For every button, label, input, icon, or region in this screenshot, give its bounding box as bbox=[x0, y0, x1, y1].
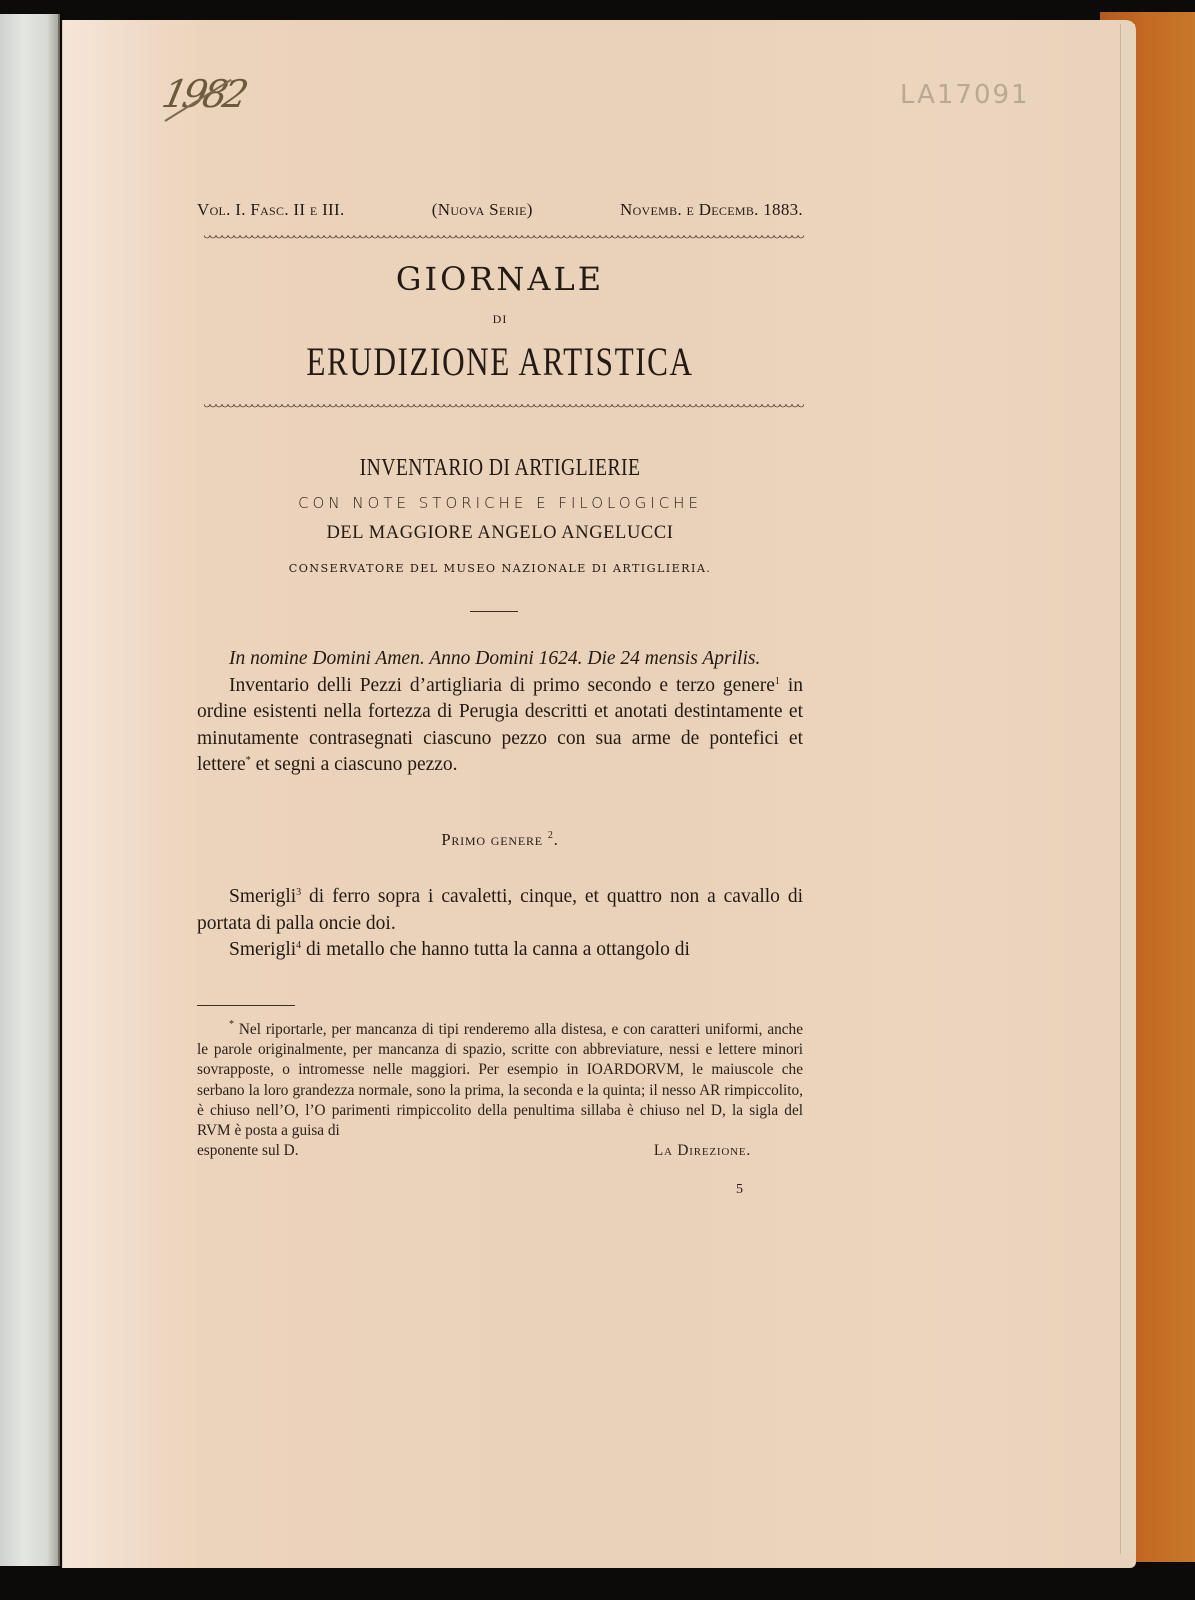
text-run: in ordine esistenti nella fortezza di Perugia descritti et anotati destintamente et minutamente contrasegnati ciascuno pezzo con sua arme de pontefici et lettere bbox=[197, 674, 803, 776]
article-title: INVENTARIO DI ARTIGLIERIE bbox=[359, 455, 641, 481]
masthead-connector: DI bbox=[492, 312, 508, 326]
text-run: di metallo che hanno tutta la canna a ottangolo di bbox=[301, 939, 690, 961]
body-opening bbox=[197, 646, 803, 779]
volume-info: Vol. I. Fasc. II e III. bbox=[197, 200, 345, 219]
text-run: et segni a ciascuno pezzo. bbox=[250, 754, 458, 776]
author-role: CONSERVATORE DEL MUSEO NAZIONALE DI ARTIGLIERIA. bbox=[288, 562, 712, 575]
page-number: 5 bbox=[736, 1182, 743, 1197]
article-author: DEL MAGGIORE ANGELO ANGELUCCI bbox=[326, 523, 674, 543]
footnote-ref: 3 bbox=[296, 887, 302, 898]
footnote-ref: 1 bbox=[774, 675, 780, 687]
article-subtitle: CON NOTE STORICHE E FILOLOGICHE bbox=[298, 494, 702, 512]
footnote-text bbox=[197, 1020, 803, 1141]
footnote-ref: 2 bbox=[547, 830, 554, 841]
running-head bbox=[197, 200, 803, 220]
body-items bbox=[197, 884, 803, 964]
page-edge bbox=[1120, 24, 1135, 1554]
book-spine-cloth bbox=[0, 14, 60, 1566]
paragraph-inventory bbox=[197, 673, 803, 779]
section-heading-text: Primo genere bbox=[441, 830, 543, 849]
masthead-title: GIORNALE bbox=[395, 260, 605, 298]
footnote-ref-star: * bbox=[245, 755, 251, 767]
text-run: di ferro sopra i cavaletti, cinque, et quattro non a cavallo di portata di palla oncie doi. bbox=[197, 886, 803, 934]
text-run: . bbox=[553, 830, 559, 849]
text-run: Smerigli bbox=[229, 939, 297, 961]
opening-invocation: In nomine Domini Amen. Anno Domini 1624. Die 24 mensis Aprilis. bbox=[229, 648, 761, 669]
issue-date: Novemb. e Decemb. 1883. bbox=[620, 200, 803, 219]
series-info: (Nuova Serie) bbox=[431, 200, 533, 219]
section-heading bbox=[197, 830, 803, 850]
footnote-signature-line bbox=[197, 1141, 803, 1161]
footnote-rule bbox=[197, 1005, 295, 1006]
text-run: Inventario delli Pezzi d’artigliaria di primo secondo e terzo genere bbox=[229, 674, 775, 696]
handwritten-number: 1982 bbox=[158, 72, 249, 116]
paragraph-smerigli-ferro bbox=[197, 884, 803, 937]
editorial-signature: La Direzione. bbox=[653, 1142, 751, 1160]
footnote-last-line: esponente sul D. bbox=[197, 1142, 299, 1160]
text-run: Nel riportarle, per mancanza di tipi renderemo alla distesa, e con caratteri uniformi, anche le parole originalmente, per mancanza di spazio, scritte con abbreviature, nessi e lettere minori sovrapposte, o intromesse nelle maggiori. Per esempio in IOARDORVM, le maiuscole che serbano la loro grandezza normale, sono la prima, la seconda e la quinta; il nesso AR rimpiccolito, è chiuso nell’O, l’O parimenti rimpiccolito della penultima sillaba è chiuso nel D, la sigla del RVM è posta a guisa di bbox=[197, 1021, 803, 1140]
footnote bbox=[197, 1020, 803, 1161]
text-run: Smerigli bbox=[229, 886, 297, 907]
footnote-ref: 4 bbox=[296, 940, 302, 952]
wavy-rule-bottom bbox=[204, 404, 804, 410]
footnote-marker: * bbox=[229, 1019, 234, 1030]
gutter-highlight bbox=[62, 20, 152, 1568]
pencil-catalog-mark: LA17091 bbox=[900, 80, 1030, 110]
paragraph-smerigli-metallo bbox=[197, 937, 803, 964]
document-page bbox=[62, 20, 1136, 1568]
masthead-subtitle: ERUDIZIONE ARTISTICA bbox=[306, 339, 694, 384]
wavy-rule-top bbox=[204, 235, 804, 241]
section-divider bbox=[470, 611, 518, 612]
